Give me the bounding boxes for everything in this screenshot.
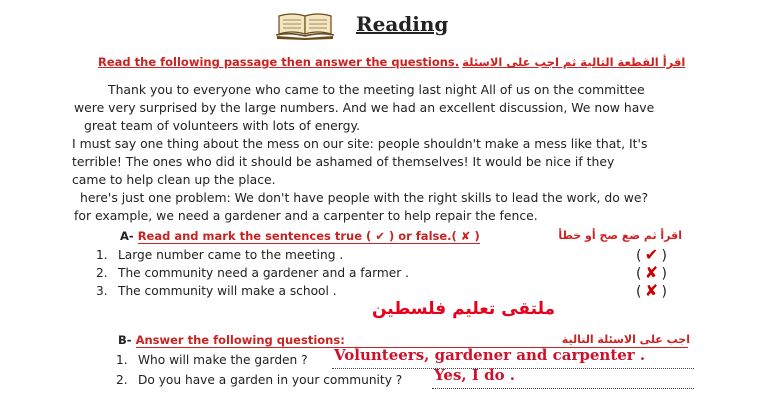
true-false-item-3: 3. The community will make a school .: [96, 284, 337, 298]
passage-line-1: Thank you to everyone who came to the meeting last night All of us on the committee: [108, 82, 645, 97]
tick-mark-icon: ✔: [644, 245, 659, 264]
cross-mark-icon: ✘: [644, 281, 659, 300]
instruction-english: Read the following passage then answer the questions.: [98, 55, 460, 69]
section-b-heading: [118, 333, 366, 348]
watermark-text: ملتقى تعليم فلسطين: [372, 299, 556, 319]
passage-line-2: were very surprised by the large numbers. And we had an excellent discussion, We now have: [74, 100, 655, 115]
section-a-instruction: Read and mark the sentences true ( ✔ ) or false.( ✘ ): [137, 229, 480, 243]
section-b-arabic: اجب على الاسئلة التالية: [561, 333, 690, 346]
answer-2: Yes, I do .: [434, 366, 516, 384]
true-false-item-2: 2. The community need a gardener and a farmer .: [96, 266, 409, 280]
section-b-instruction: Answer the following questions:: [136, 333, 366, 348]
section-a-heading: [120, 229, 480, 244]
question-1: 1. Who will make the garden ?: [116, 353, 308, 367]
answer-line-2: [432, 388, 694, 389]
instruction-arabic: اقرأ القطعة التالية ثم اجب على الاسئلة: [462, 55, 686, 69]
passage-line-5: terrible! The ones who did it should be ashamed of themselves! It would be nice if they: [72, 154, 615, 169]
cross-mark-icon: ✘: [644, 263, 659, 282]
passage-line-3: great team of volunteers with lots of energy.: [84, 118, 361, 133]
true-false-mark-2: ( ✘ ): [636, 263, 667, 282]
passage-line-7: here's just one problem: We don't have people with the right skills to lead the work, do we?: [80, 190, 649, 205]
passage-line-6: came to help clean up the place.: [72, 172, 276, 187]
tick-symbol: ✔: [375, 229, 385, 243]
book-icon: [274, 12, 336, 40]
page-title: Reading: [356, 12, 449, 36]
cross-symbol: ✘: [460, 229, 471, 243]
passage-line-8: for example, we need a gardener and a carpenter to help repair the fence.: [74, 208, 538, 223]
section-a-label: A-: [120, 229, 134, 243]
section-b-label: B-: [118, 333, 132, 347]
passage-line-4: I must say one thing about the mess on our site: people shouldn't make a mess like that, It's: [72, 136, 648, 151]
true-false-item-1: 1. Large number came to the meeting .: [96, 248, 344, 262]
answer-1: Volunteers, gardener and carpenter .: [334, 346, 646, 364]
true-false-mark-3: ( ✘ ): [636, 281, 667, 300]
passage-instruction: [98, 55, 686, 69]
section-a-arabic: اقرأ ثم ضع صح أو خطأ: [558, 229, 682, 242]
true-false-mark-1: ( ✔ ): [636, 245, 667, 264]
question-2: 2. Do you have a garden in your community ?: [116, 373, 403, 387]
